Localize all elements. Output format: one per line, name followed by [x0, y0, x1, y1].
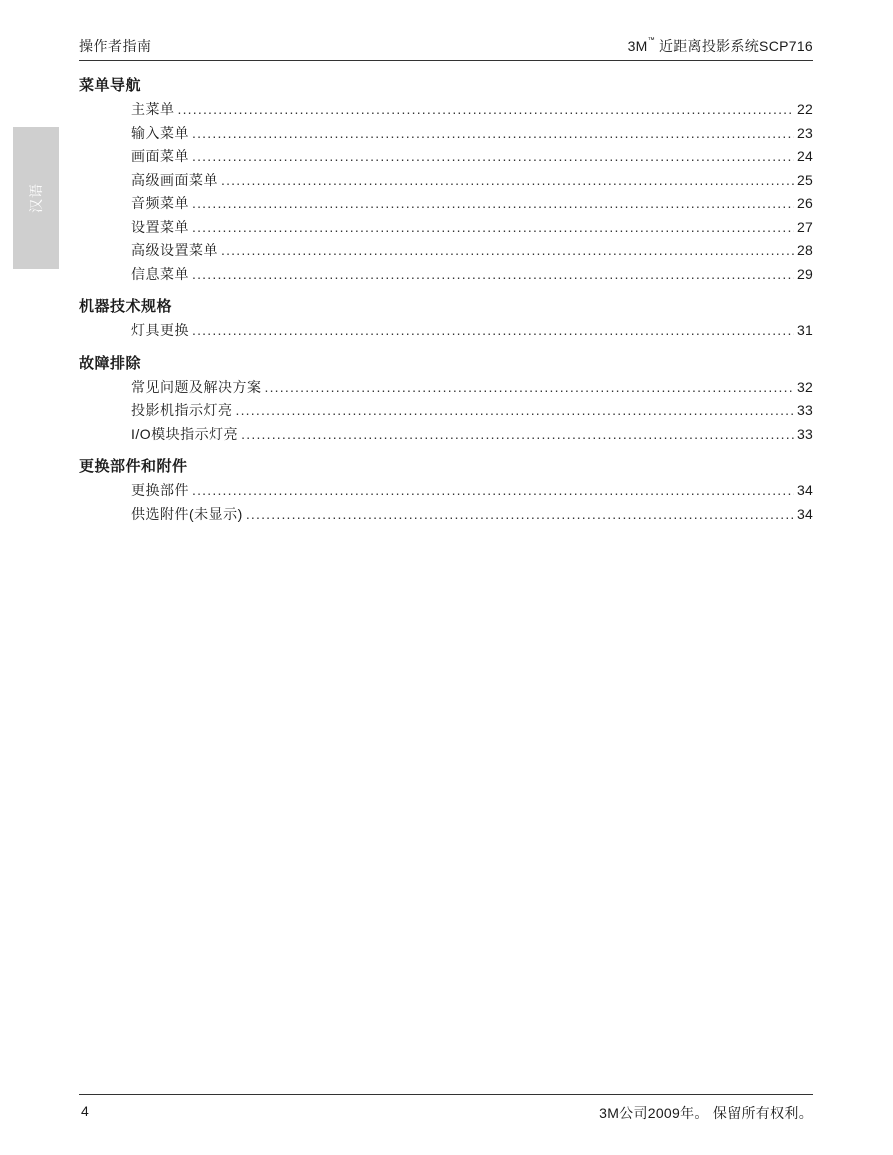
toc-entry[interactable] [79, 263, 813, 287]
toc-entry-page: 29 [797, 265, 813, 282]
toc-entry[interactable] [79, 503, 813, 527]
language-tab [13, 127, 59, 269]
toc-entry-page: 23 [797, 124, 813, 141]
toc-entry-page: 22 [797, 101, 813, 117]
toc-section-heading: 机器技术规格 [79, 298, 173, 315]
toc-entry[interactable] [79, 145, 813, 169]
page-number: 4 [81, 1103, 89, 1119]
toc-section [79, 455, 813, 526]
toc-entry-page: 27 [797, 218, 813, 235]
toc-entry-title: 供选附件(未显示) [131, 505, 243, 522]
toc-entry-title: 主菜单 [131, 101, 175, 117]
toc-section-heading: 故障排除 [79, 354, 142, 372]
toc-dot-leader [178, 98, 795, 122]
product-name: 近距离投影系统SCP716 [658, 38, 813, 54]
toc-entry-title: 高级画面菜单 [131, 171, 218, 188]
toc-dot-leader [221, 169, 794, 193]
toc-dot-leader [192, 122, 794, 146]
product-title [628, 36, 813, 56]
toc-entry[interactable] [79, 376, 813, 400]
toc-entry[interactable] [79, 98, 813, 122]
toc-entry[interactable] [79, 423, 813, 447]
toc-entry[interactable] [79, 479, 813, 503]
toc-entry-page: 24 [797, 148, 813, 164]
toc-entry[interactable] [79, 399, 813, 423]
toc-entry-title: 信息菜单 [131, 265, 189, 282]
toc-section-heading: 菜单导航 [79, 77, 142, 94]
page-footer [79, 1094, 813, 1125]
toc-entry[interactable] [79, 122, 813, 146]
toc-entry[interactable] [79, 319, 813, 343]
toc-entry-title: 更换部件 [131, 482, 189, 498]
toc-dot-leader [192, 479, 794, 503]
toc-entry-page: 28 [797, 242, 813, 258]
toc-entry[interactable] [79, 216, 813, 240]
toc-section [79, 352, 813, 447]
toc-dot-leader [241, 423, 794, 447]
toc-entry-page: 26 [797, 195, 813, 211]
toc-entry-title: 输入菜单 [131, 124, 189, 141]
brand-name: 3M [627, 38, 648, 54]
toc-entry-page: 25 [797, 171, 813, 188]
toc-entry-title: 灯具更换 [131, 322, 189, 338]
toc-dot-leader [192, 216, 794, 240]
toc-entry-title: 投影机指示灯亮 [131, 402, 233, 418]
page-header [79, 34, 813, 61]
toc-dot-leader [221, 239, 794, 263]
toc-section [79, 74, 813, 286]
toc-entry[interactable] [79, 169, 813, 193]
toc-entry-title: 常见问题及解决方案 [131, 378, 262, 395]
toc-entry-page: 34 [797, 482, 813, 498]
toc-dot-leader [192, 145, 794, 169]
toc-entry-page: 31 [797, 322, 813, 338]
toc-entry-title: 设置菜单 [131, 218, 189, 235]
toc-entry-title: 高级设置菜单 [131, 242, 218, 258]
toc-dot-leader [246, 503, 794, 527]
toc-entry-title: 画面菜单 [131, 148, 189, 164]
toc-entry-page: 34 [797, 505, 813, 522]
toc-entry-title: 音频菜单 [131, 195, 189, 211]
document-title: 操作者指南 [79, 38, 152, 54]
toc-dot-leader [236, 399, 795, 423]
toc-entry[interactable] [79, 192, 813, 216]
toc-dot-leader [192, 263, 794, 287]
toc-entry[interactable] [79, 239, 813, 263]
toc-dot-leader [192, 192, 794, 216]
toc-entry-page: 32 [797, 378, 813, 395]
toc-section-heading: 更换部件和附件 [79, 458, 188, 475]
toc-dot-leader [192, 319, 794, 343]
trademark-symbol: ™ [647, 37, 655, 44]
toc-section [79, 295, 813, 343]
table-of-contents [79, 74, 813, 535]
toc-entry-title: I/O模块指示灯亮 [131, 425, 239, 442]
language-tab-label: 汉语 [28, 183, 44, 213]
copyright-notice: 3M公司2009年。 保留所有权利。 [599, 1105, 813, 1121]
toc-entry-page: 33 [797, 402, 813, 418]
toc-entry-page: 33 [797, 425, 813, 442]
toc-dot-leader [265, 376, 795, 400]
